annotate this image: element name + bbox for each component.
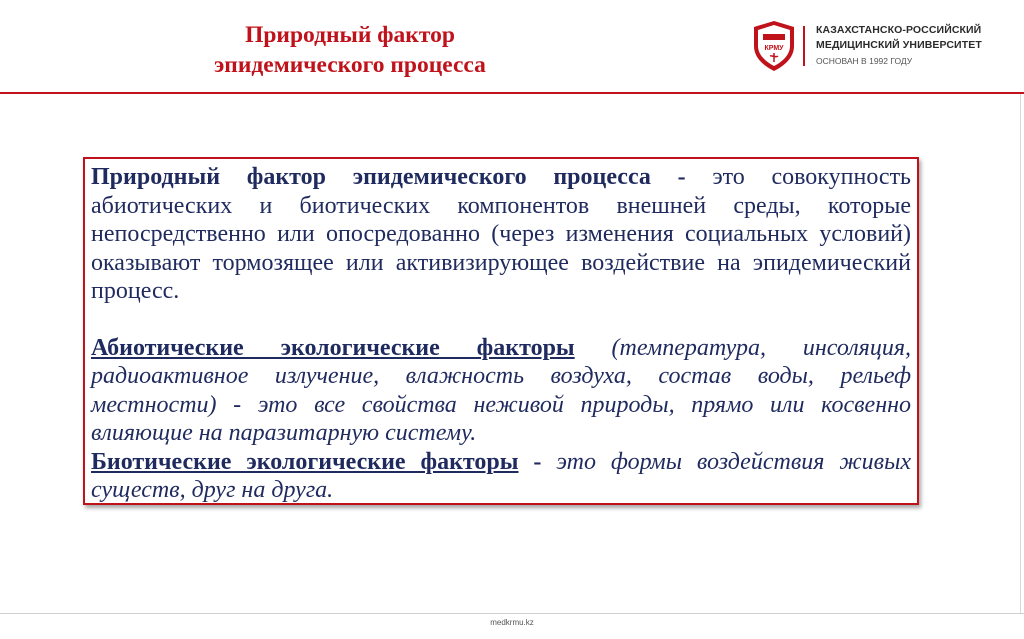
university-name-line-2: МЕДИЦИНСКИЙ УНИВЕРСИТЕТ [816, 39, 982, 51]
term-abiotic: Абиотические экологические факторы [91, 334, 575, 361]
title-line-2: эпидемического процесса [214, 52, 486, 78]
definition-natural-factor: это совокупность абиотических и биотических компонентов внешней среды, которые непосредственно или опосредованно (через изменения социальных условий) оказывают тормозящее или активизирующее воздействие на эпидемический процесс. [91, 164, 912, 304]
page-title [150, 20, 550, 80]
title-line-1: Природный фактор [245, 22, 455, 48]
term-natural-factor: Природный фактор эпидемического процесса - [91, 164, 713, 190]
right-divider [1020, 94, 1021, 614]
biotic-dash: - [518, 448, 557, 475]
footer-url: medkrmu.kz [490, 618, 534, 627]
definition-text [91, 163, 911, 505]
paragraph-abiotic [91, 334, 911, 448]
university-logo [750, 18, 1012, 78]
header-divider [0, 92, 1024, 94]
term-biotic: Биотические экологические факторы [91, 448, 519, 475]
footer-divider [0, 613, 1024, 614]
university-founded: ОСНОВАН В 1992 ГОДУ [816, 56, 913, 66]
definition-abiotic: (температура, инсоляция, радиоактивное излучение, влажность воздуха, состав воды, рельеф местности) - это все свойства неживой природы, прямо или косвенно влияющие на паразитарную систему. [91, 334, 911, 446]
paragraph-gap [91, 306, 911, 334]
definition-box [83, 157, 919, 505]
university-name-line-1: КАЗАХСТАНСКО-РОССИЙСКИЙ [816, 24, 982, 36]
logo-divider [803, 26, 805, 66]
definition-biotic: это формы воздействия живых существ, друг на друга. [91, 448, 911, 503]
shield-emblem-icon [752, 20, 796, 72]
emblem-text: КРМУ [764, 45, 784, 52]
paragraph-natural-factor [91, 163, 911, 306]
paragraph-biotic [91, 448, 911, 505]
